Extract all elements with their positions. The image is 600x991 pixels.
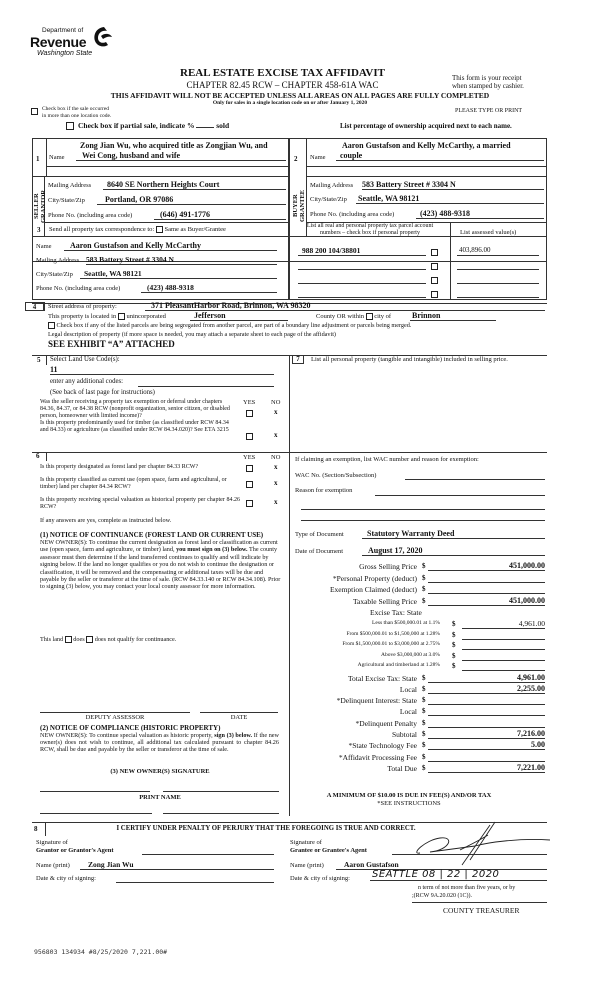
city-checkbox[interactable]: [366, 313, 373, 320]
tax-tier-input[interactable]: [462, 640, 545, 650]
only-for-note: Only for sales in a single location code on or after January 1, 2020: [212, 100, 368, 106]
tax-line-bottom-currency: $: [422, 718, 426, 727]
tax-tier-input[interactable]: [462, 661, 545, 671]
same-as-buyer-label: Same as Buyer/Grantee: [164, 226, 226, 233]
deputy-assessor-line[interactable]: [40, 712, 190, 713]
buyer-mailing-input[interactable]: 583 Battery Street # 3304 N: [362, 180, 544, 190]
corr-name-label: Name: [36, 243, 52, 250]
seller-mailing-input[interactable]: 8640 SE Northern Heights Court: [103, 180, 286, 190]
grantee-date-city-label: Date & city of signing:: [290, 875, 350, 882]
tax-tier-label: Agricultural and timberland at 1.28%: [357, 662, 440, 668]
additional-codes-label: enter any additional codes:: [50, 378, 124, 385]
seller-grantor-label: SELLER GRANTOR: [33, 189, 47, 223]
seller-name-line1: Zong Jian Wu, who acquired title as Zongjian Wu, and: [80, 141, 268, 150]
segregated-checkbox[interactable]: [48, 322, 55, 329]
personal-property-checkbox[interactable]: [431, 276, 438, 284]
sec5-no-header: NO: [271, 399, 281, 406]
sec5-q1-text: Was the seller receiving a property tax exemption or deferral under chapters 84.36, 84.37, or 84.38 RCW (nonprofit organization, senior citizen, or disabled person, homeowner with limited income)?: [40, 399, 230, 419]
same-as-buyer-checkbox[interactable]: [156, 226, 163, 233]
logo-line1: Department of: [42, 27, 84, 34]
form-title: REAL ESTATE EXCISE TAX AFFIDAVIT: [180, 67, 385, 79]
legal-description-label: Legal description of property (if more space is needed, you may attach a separate sheet to each page of the affidavit): [48, 331, 336, 338]
corr-mailing-label: Mailing Address: [36, 257, 80, 264]
tax-line-top-input[interactable]: [428, 584, 545, 594]
partial-sale-checkbox[interactable]: [66, 122, 74, 130]
seller-name-label: Name: [49, 154, 65, 161]
this-land-row: This land does does not qualify for continuance.: [40, 636, 177, 643]
reason-input-line3[interactable]: [301, 513, 545, 521]
grantee-name-input[interactable]: Aaron Gustafson: [336, 860, 547, 870]
wac-input[interactable]: [405, 472, 545, 480]
buyer-phone-label: Phone No. (including area code): [310, 211, 395, 218]
sec6-q1-no-answer[interactable]: x: [274, 463, 278, 471]
seller-name-line2[interactable]: Wei Cong, husband and wife: [76, 151, 286, 161]
tax-line-bottom-currency: $: [422, 741, 426, 750]
street-address-input[interactable]: 371 PleasantHarbor Road, Brinnon, WA 98320: [145, 301, 545, 311]
notice1-body: NEW OWNER(S): To continue the current designation as forest land or classification as current use (open space, farm and agriculture, or timber) land, you must sign on (3) below. The county assessor must then determine if the land transferred continues to qualify and will indicate by signing below. If the land no longer qualifies or you do not wish to continue the designation or classification, it will be removed and the compensating or additional taxes will be due and payable by the seller or transferor at the time of sale. (RCW 84.33.140 or RCW 84.34.108). Prior to signing (3) below, you may contact your local county assessor for more information.: [40, 539, 281, 591]
receipt-stamp: 956803 134934 #8/25/2020 7,221.00#: [34, 948, 168, 956]
grantor-date-city-label: Date & city of signing:: [36, 875, 96, 882]
city-input[interactable]: Brinnon: [410, 311, 496, 321]
partial-sale-text: Check box if partial sale, indicate %: [78, 121, 195, 130]
doc-date-label: Date of Document: [295, 548, 344, 555]
tax-line-bottom-value: 4,961.00: [517, 672, 545, 682]
buyer-city-label: City/State/Zip: [310, 196, 347, 203]
multi-location-label-1: Check box if the sale occurred: [42, 106, 110, 112]
additional-codes-input[interactable]: [138, 379, 274, 387]
logo-line2: Revenue: [30, 34, 87, 50]
grantor-signature-field[interactable]: [142, 846, 274, 855]
partial-sale-percent-input[interactable]: [196, 127, 214, 128]
grantee-sig-label: Signature of Grantee or Grantee's Agent: [290, 839, 367, 854]
tax-line-bottom-label: Local: [399, 707, 417, 717]
county-treasurer-label: COUNTY TREASURER: [443, 906, 520, 915]
buyer-name-line1: Aaron Gustafson and Kelly McCarthy, a married: [342, 141, 511, 150]
legal-description-value[interactable]: SEE EXHIBIT “A” ATTACHED: [48, 339, 175, 349]
personal-property-label: List all personal property (tangible and intangible) included in selling price.: [311, 356, 508, 363]
assessed-value-input[interactable]: [457, 288, 539, 298]
sec5-q2-no-answer[interactable]: x: [274, 431, 278, 439]
notice2-title: (2) NOTICE OF COMPLIANCE (HISTORIC PROPERTY): [40, 724, 221, 732]
tax-line-bottom-input[interactable]: [428, 763, 545, 773]
assessor-date-label: DATE: [230, 714, 248, 721]
tax-tier-input[interactable]: [462, 651, 545, 661]
parcel-number-input[interactable]: [298, 288, 426, 298]
tax-line-bottom-label: Total Due: [387, 763, 417, 773]
notice1-title: (1) NOTICE OF CONTINUANCE (FOREST LAND OR CURRENT USE): [40, 531, 264, 539]
tax-line-bottom-input[interactable]: [428, 729, 545, 739]
tax-line-top-value: 451,000.00: [509, 561, 545, 570]
if-yes-note: If any answers are yes, complete as instructed below.: [40, 517, 172, 524]
certify-statement: I CERTIFY UNDER PENALTY OF PERJURY THAT THE FOREGOING IS TRUE AND CORRECT.: [116, 825, 416, 832]
sec6-q2-text: Is this property classified as current use (open space, farm and agricultural, or timber) land per chapter 84.34 RCW?: [40, 477, 227, 490]
does-not-qualify-checkbox[interactable]: [86, 636, 93, 643]
tax-tier-input[interactable]: [462, 630, 545, 640]
sec6-q2-yes-checkbox[interactable]: [246, 480, 253, 488]
tax-line-bottom-input[interactable]: [428, 706, 545, 716]
print-name-label: PRINT NAME: [139, 794, 181, 801]
ownership-note: List percentage of ownership acquired next to each name.: [340, 122, 512, 130]
buyer-city-input[interactable]: Seattle, WA 98121: [356, 194, 544, 204]
personal-property-checkbox[interactable]: [431, 290, 438, 298]
tax-tier-currency: $: [452, 651, 456, 660]
tax-line-top-value: 451,000.00: [509, 595, 545, 605]
grantor-date-city-input[interactable]: [116, 874, 274, 883]
reason-input[interactable]: [375, 488, 545, 496]
seller-city-label: City/State/Zip: [48, 197, 85, 204]
tax-line-bottom-currency: $: [422, 696, 426, 705]
dor-swoosh-icon: [90, 25, 114, 49]
personal-property-checkbox[interactable]: [431, 262, 438, 270]
sec6-q2-no-answer[interactable]: x: [274, 479, 278, 487]
buyer-name-line2[interactable]: couple: [336, 151, 544, 161]
tax-tier-input[interactable]: [462, 619, 545, 629]
sec6-q3-text: Is this property receiving special valuation as historical property per chapter 84.26 RCW?: [40, 497, 240, 510]
tax-tier-label: From $500,000.01 to $1,500,000 at 1.28%: [346, 630, 440, 637]
grantor-sig-label: Signature of Grantor or Grantor's Agent: [36, 839, 114, 854]
sec5-q1-no-answer[interactable]: x: [274, 408, 278, 416]
parcel-number-input[interactable]: [298, 260, 426, 270]
sec6-yes-header: YES: [243, 454, 256, 461]
wac-label: WAC No. (Section/Subsection): [295, 472, 377, 479]
please-type: PLEASE TYPE OR PRINT: [455, 108, 523, 114]
tax-line-bottom-value: 7,221.00: [517, 762, 545, 772]
tax-line-bottom-input[interactable]: [428, 740, 545, 750]
grantor-name-label: Name (print): [36, 862, 70, 869]
new-owner-signature-label: (3) NEW OWNER(S) SIGNATURE: [110, 768, 210, 775]
print-name-line-1[interactable]: [40, 813, 152, 814]
assessed-value-input[interactable]: 403,896.00: [457, 246, 539, 256]
tax-line-bottom-input[interactable]: [428, 673, 545, 683]
buyer-mailing-label: Mailing Address: [310, 182, 354, 189]
tax-line-bottom-currency: $: [422, 707, 426, 716]
tax-line-top-input[interactable]: [428, 561, 545, 571]
tax-line-bottom-currency: $: [422, 673, 426, 682]
sec6-q1-text: Is this property designated as forest land per chapter 84.33 RCW?: [40, 464, 199, 470]
parcel-number-input[interactable]: 988 200 104/38801: [298, 246, 426, 256]
tax-line-bottom-value: 7,216.00: [517, 729, 545, 738]
doc-type-label: Type of Document: [295, 531, 344, 538]
tax-line-bottom-currency: $: [422, 730, 426, 738]
does-qualify-checkbox[interactable]: [65, 636, 72, 643]
buyer-name-label: Name: [310, 154, 326, 161]
section-1-number: 1: [36, 155, 40, 163]
sec5-q2-text: Is this property predominantly used for timber (as classified under RCW 84.34 and 84.33) or agriculture (as classified under RCW 84.34.020)? See ETA 3215: [40, 420, 229, 433]
tax-line-bottom-input[interactable]: [428, 695, 545, 705]
tax-tier-currency: $: [452, 620, 456, 628]
tax-tier-value: 4,961.00: [518, 619, 545, 628]
deputy-assessor-label: DEPUTY ASSESSOR: [85, 714, 145, 721]
tax-line-bottom-label: *Delinquent Penalty: [355, 718, 417, 728]
tax-tier-label: From $1,500,000.01 to $3,000,000 at 2.75%: [342, 641, 440, 647]
tax-line-bottom-currency: $: [422, 684, 426, 693]
street-label: Street address of property:: [48, 303, 117, 310]
tax-line-bottom-value: 2,255.00: [517, 683, 545, 693]
see-instructions: *SEE INSTRUCTIONS: [377, 800, 441, 807]
doc-date-input[interactable]: August 17, 2020: [362, 546, 545, 556]
assessed-value-input[interactable]: [457, 274, 539, 284]
tax-tier-currency: $: [452, 641, 456, 649]
sec6-no-header: NO: [271, 454, 281, 461]
see-back-label: (See back of last page for instructions): [50, 389, 155, 396]
tax-tier-currency: $: [452, 662, 456, 670]
section-5-number: 5: [37, 356, 41, 364]
tax-line-top-currency: $: [422, 585, 426, 593]
tax-line-bottom-currency: $: [422, 763, 426, 772]
tax-line-bottom-label: *Affidavit Processing Fee: [338, 752, 417, 762]
partial-sale-label: [78, 121, 229, 130]
receipt-note-2: when stamped by cashier.: [452, 82, 524, 90]
reason-label: Reason for exemption: [295, 487, 353, 494]
new-owner-signature-line-2[interactable]: [163, 791, 279, 792]
assessed-value-input[interactable]: [457, 260, 539, 270]
tax-line-top-currency: $: [422, 573, 426, 582]
tax-tier-currency: $: [452, 630, 456, 639]
section-8-number: 8: [34, 825, 38, 833]
notice2-body: NEW OWNER(S): To continue special valuation as historic property, sign (3) below. If the new owner(s) does not wish to continue, all additional tax calculated pursuant to chapter 84.26 RCW, shall be due and payable by the seller or transferor at the time of sale.: [40, 732, 279, 754]
tax-line-bottom-label: *State Technology Fee: [348, 741, 417, 751]
reason-input-line2[interactable]: [301, 502, 545, 510]
corr-phone-input[interactable]: (423) 488-9318: [141, 283, 277, 293]
tax-line-bottom-label: Local: [399, 684, 417, 694]
seller-mailing-row: [48, 182, 91, 189]
county-input[interactable]: Jefferson: [190, 311, 288, 321]
tax-line-bottom-input[interactable]: [428, 752, 545, 762]
sec6-q1-yes-checkbox[interactable]: [246, 464, 253, 472]
minimum-note: A MINIMUM OF $10.00 IS DUE IN FEE(S) AND/OR TAX: [326, 792, 492, 799]
tax-line-top-input[interactable]: [428, 596, 545, 606]
partial-sold-text: sold: [216, 121, 230, 130]
section-6-number: 6: [36, 452, 40, 460]
buyer-phone-input[interactable]: (423) 488-9318: [416, 209, 544, 219]
tax-line-bottom-input[interactable]: [428, 684, 545, 694]
parcel-number-input[interactable]: [298, 274, 426, 284]
excise-tax-label: Excise Tax: State: [370, 608, 422, 617]
tax-line-top-currency: $: [422, 562, 426, 570]
section-2-number: 2: [294, 155, 298, 163]
tax-line-bottom-currency: $: [422, 752, 426, 761]
doc-type-input[interactable]: Statutory Warranty Deed: [362, 529, 545, 539]
new-owner-signature-line-1[interactable]: [40, 791, 150, 792]
assessed-header: List assessed value(s): [460, 229, 517, 236]
grantee-name-label: Name (print): [290, 862, 324, 869]
sec6-q3-yes-checkbox[interactable]: [246, 499, 253, 507]
corr-mailing-input[interactable]: 583 Battery Street # 3304 N: [86, 255, 277, 265]
print-name-line-2[interactable]: [163, 813, 279, 814]
seller-phone-input[interactable]: (646) 491-1776: [154, 210, 286, 220]
parcel-header: List all real and personal property tax parcel account numbers – check box if personal property: [306, 223, 434, 236]
personal-property-checkbox[interactable]: [431, 248, 438, 256]
tax-line-top-label: Gross Selling Price: [359, 562, 417, 571]
corr-name-input[interactable]: Aaron Gustafson and Kelly McCarthy: [64, 241, 277, 251]
multi-location-checkbox[interactable]: [31, 107, 38, 115]
perjury-note-1: n term of not more than five years, or by: [418, 885, 516, 891]
segregated-row: Check box if any of the listed parcels are being segregated from another parcel, are part of a boundary line adjustment or parcels being merged.: [48, 322, 411, 329]
seller-mailing-label: Mailing Address: [48, 182, 92, 189]
seller-phone-label: Phone No. (including area code): [48, 212, 133, 219]
section-7-number: 7: [292, 355, 304, 364]
accept-warning: THIS AFFIDAVIT WILL NOT BE ACCEPTED UNLESS ALL AREAS ON ALL PAGES ARE FULLY COMPLETED: [110, 91, 490, 100]
sec6-q3-no-answer[interactable]: x: [274, 498, 278, 506]
tax-line-bottom-input[interactable]: [428, 718, 545, 728]
seller-city-input[interactable]: Portland, OR 97086: [97, 195, 286, 205]
sec5-q1-yes-checkbox[interactable]: [246, 409, 253, 417]
section-3-number: 3: [37, 226, 41, 234]
dor-logo: [28, 25, 128, 65]
sec5-q2-yes-checkbox[interactable]: [246, 432, 253, 440]
buyer-grantee-label: BUYER GRANTEE: [292, 189, 306, 223]
perjury-note-2: ;(RCW 9A.20.020 (1C)).: [412, 893, 473, 899]
corr-city-label: City/State/Zip: [36, 271, 73, 278]
tax-tier-label: Above $3,000,000 at 3.0%: [381, 651, 440, 658]
tax-line-top-label: Taxable Selling Price: [352, 596, 417, 606]
multi-location-label-2: in more than one location code.: [42, 113, 112, 119]
form-subtitle: CHAPTER 82.45 RCW – CHAPTER 458-61A WAC: [186, 80, 379, 90]
logo-line3: Washington State: [37, 50, 93, 57]
tax-line-bottom-value: 5.00: [531, 740, 545, 750]
corr-city-input[interactable]: Seattle, WA 98121: [80, 269, 277, 279]
county-or-row: County OR within city of: [316, 313, 392, 320]
section-4-number: 4: [25, 302, 44, 311]
land-use-label: Select Land Use Code(s):: [50, 356, 120, 363]
tax-line-bottom-label: *Delinquent Interest: State: [336, 696, 417, 706]
grantee-date-city-input[interactable]: SEATTLE 08 | 22 | 2020: [370, 869, 547, 881]
land-use-input[interactable]: 11: [50, 365, 274, 375]
sec5-yes-header: YES: [243, 399, 256, 406]
send-correspondence-label: Send all property tax correspondence to: Same as Buyer/Grantee: [49, 226, 226, 233]
tax-tier-label: Less than $500,000.01 at 1.1%: [372, 620, 440, 626]
tax-line-top-label: Exemption Claimed (deduct): [329, 585, 417, 594]
tax-line-bottom-label: Subtotal: [391, 730, 417, 739]
grantor-name-input[interactable]: Zong Jian Wu: [80, 860, 274, 870]
tax-line-top-input[interactable]: [428, 573, 545, 583]
located-row: This property is located in unincorporated: [48, 313, 166, 320]
tax-line-top-currency: $: [422, 596, 426, 605]
unincorporated-checkbox[interactable]: [118, 313, 125, 320]
tax-line-bottom-label: Total Excise Tax: State: [347, 673, 417, 683]
tax-line-top-label: *Personal Property (deduct): [332, 573, 417, 583]
receipt-note-1: This form is your receipt: [452, 74, 522, 82]
corr-phone-label: Phone No. (including area code): [36, 285, 121, 292]
exemption-label: If claiming an exemption, list WAC number and reason for exemption:: [295, 456, 479, 463]
